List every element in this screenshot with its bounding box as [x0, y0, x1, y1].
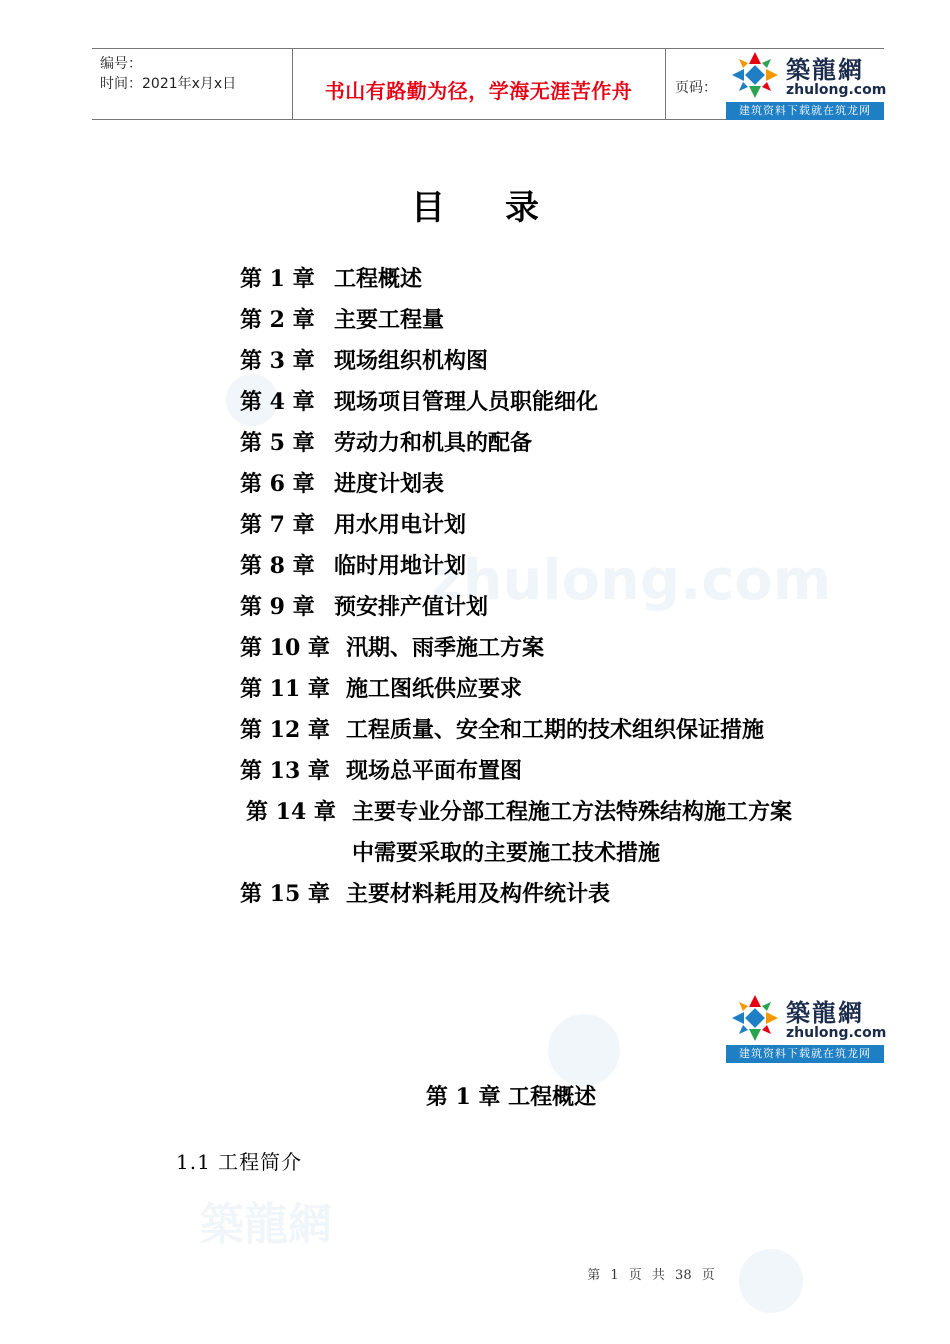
toc-item-4	[240, 385, 599, 416]
toc-title-text: 劳动力和机具的配备	[334, 430, 533, 456]
toc-chapter: 第 1 章	[240, 266, 315, 292]
toc-chapter: 第 5 章	[240, 430, 315, 456]
toc-item-3	[240, 344, 489, 375]
toc-item-8	[240, 549, 467, 580]
toc-title-text: 工程质量、安全和工期的技术组织保证措施	[346, 717, 765, 743]
logo-slogan: 建筑资料下载就在筑龙网	[726, 1045, 884, 1063]
toc-chapter: 第 9 章	[240, 594, 315, 620]
toc-chapter: 第 6 章	[240, 471, 315, 497]
toc-item-10	[240, 631, 545, 662]
toc-title-text: 汛期、雨季施工方案	[346, 635, 545, 661]
logo-mark-icon	[730, 993, 780, 1043]
toc-item-15	[240, 877, 611, 908]
toc-item-9	[240, 590, 489, 621]
toc-item-11	[240, 672, 523, 703]
toc-title-text: 主要工程量	[334, 307, 445, 333]
toc-chapter: 第 11 章	[240, 676, 330, 702]
time-label: 时间：2021年x月x日	[100, 76, 237, 92]
toc-item-7	[240, 508, 467, 539]
toc-chapter: 第 10 章	[240, 635, 330, 661]
toc-title: 目录	[411, 188, 599, 228]
toc-chapter: 第 8 章	[240, 553, 315, 579]
toc-title-text: 进度计划表	[334, 471, 445, 497]
toc-title-text-line2: 中需要采取的主要施工技术措施	[352, 840, 661, 866]
toc-title-text: 现场项目管理人员职能细化	[334, 389, 599, 415]
zhulong-logo	[726, 44, 886, 120]
toc-title-text: 主要专业分部工程施工方法特殊结构施工方案	[352, 799, 793, 825]
toc-title-text: 主要材料耗用及构件统计表	[346, 881, 611, 907]
toc-title-text: 预安排产值计划	[334, 594, 489, 620]
toc-item-12	[240, 713, 765, 744]
chapter-heading: 第 1 章 工程概述	[425, 1084, 597, 1110]
logo-name: 築龍網	[786, 998, 864, 1027]
serial-label: 编号：	[100, 56, 142, 72]
page-label: 页码：	[675, 80, 717, 96]
toc-title-text: 临时用地计划	[334, 553, 467, 579]
header-motto-cell	[292, 49, 666, 119]
toc-chapter: 第 4 章	[240, 389, 315, 415]
toc-item-5	[240, 426, 533, 457]
toc-chapter: 第 15 章	[240, 881, 330, 907]
header-meta-cell	[92, 49, 293, 119]
toc-title-text: 工程概述	[334, 266, 423, 292]
logo-name: 築龍網	[786, 55, 864, 84]
logo-domain: zhulong.com	[786, 1025, 887, 1041]
toc-item-14	[246, 795, 793, 866]
toc-item-2	[240, 303, 445, 334]
motto-text: 书山有路勤为径，学海无涯苦作舟	[324, 79, 633, 103]
toc-title-text: 现场总平面布置图	[346, 758, 523, 784]
toc-title-text: 施工图纸供应要求	[346, 676, 523, 702]
watermark-logo: 築龍網	[200, 1199, 332, 1250]
toc-item-6	[240, 467, 445, 498]
watermark-domain: zhulong.com	[430, 548, 832, 613]
toc-chapter: 第 3 章	[240, 348, 315, 374]
toc-chapter: 第 7 章	[240, 512, 315, 538]
toc-chapter: 第 12 章	[240, 717, 330, 743]
toc-chapter: 第 2 章	[240, 307, 315, 333]
toc-item-1	[240, 262, 423, 293]
toc-item-13	[240, 754, 523, 785]
toc-title-text: 用水用电计划	[334, 512, 467, 538]
section-heading: 1.1 工程简介	[176, 1150, 303, 1174]
toc-chapter: 第 13 章	[240, 758, 330, 784]
toc-chapter: 第 14 章	[246, 799, 336, 825]
zhulong-logo-secondary	[726, 987, 886, 1063]
watermark-snowflake-icon	[544, 1010, 624, 1090]
page-footer: 第 1 页 共 38 页	[587, 1268, 715, 1283]
logo-slogan: 建筑资料下载就在筑龙网	[726, 102, 884, 120]
logo-mark-icon	[730, 50, 780, 100]
toc-title-text: 现场组织机构图	[334, 348, 489, 374]
logo-domain: zhulong.com	[786, 82, 887, 98]
